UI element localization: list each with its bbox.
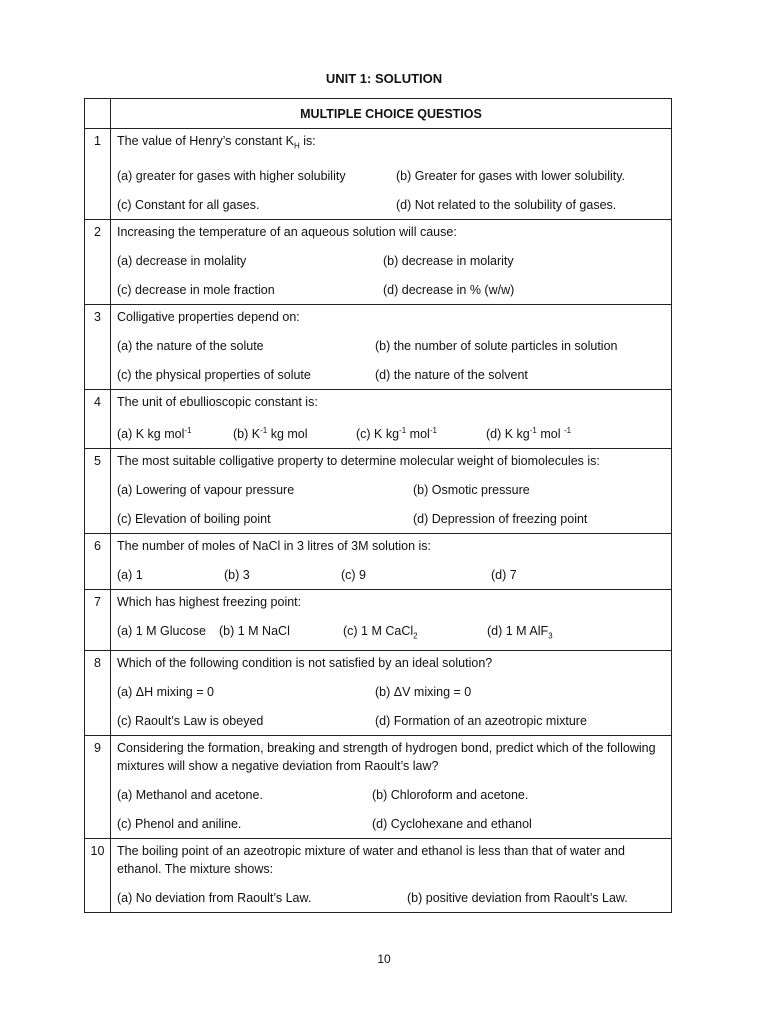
- options-row: [117, 683, 665, 701]
- question-content: [111, 129, 672, 220]
- question-text: Which of the following condition is not satisfied by an ideal solution?: [117, 656, 493, 671]
- options-row: [117, 566, 665, 584]
- option: (c) K $kg^{-1}$ mol$^{-1}$: [356, 425, 437, 441]
- option: (c) Raoult’s Law is obeyed: [117, 714, 264, 729]
- option: (c) the physical properties of solute: [117, 367, 311, 382]
- question-row: [85, 219, 672, 304]
- option: (b) Chloroform and acetone.: [372, 788, 529, 803]
- option: (b) Greater for gases with lower solubility.: [396, 168, 626, 183]
- table-header: MULTIPLE CHOICE QUESTIOS: [111, 99, 672, 129]
- option: (d) Cyclohexane and ethanol: [372, 817, 532, 832]
- question-content: [111, 651, 672, 736]
- option: (c) 9: [341, 567, 366, 582]
- options-row: [117, 815, 665, 833]
- option: (a) 1: [117, 567, 143, 582]
- question-content: [111, 839, 672, 913]
- question-text: The value of Henry’s constant $K_H$ is:: [117, 134, 316, 151]
- question-number: 10: [85, 839, 111, 913]
- option: (b) positive deviation from Raoult’s Law.: [407, 891, 628, 906]
- question-content: [111, 389, 672, 448]
- question-content: [111, 589, 672, 651]
- option: (b) ΔV mixing = 0: [375, 685, 472, 700]
- question-content: [111, 448, 672, 533]
- question-number: 2: [85, 219, 111, 304]
- option: (c) Elevation of boiling point: [117, 511, 271, 526]
- question-number: 1: [85, 129, 111, 220]
- question-number: 5: [85, 448, 111, 533]
- unit-title: UNIT 1: SOLUTION: [325, 71, 443, 86]
- options-row: [117, 422, 665, 443]
- question-row: [85, 839, 672, 913]
- option: (d) decrease in % (w/w): [383, 282, 515, 297]
- option: (b) $K^{-1}$ kg mol: [233, 425, 308, 441]
- option: (b) 3: [224, 567, 250, 582]
- question-number: 3: [85, 304, 111, 389]
- option: (a) greater for gases with higher solubility: [117, 168, 346, 183]
- question-number: 6: [85, 533, 111, 589]
- options-row: [117, 786, 665, 804]
- question-number: 4: [85, 389, 111, 448]
- question-row: [85, 533, 672, 589]
- option: (d) the nature of the solvent: [375, 367, 528, 382]
- options-row: [117, 481, 665, 499]
- question-text: Considering the formation, breaking and strength of hydrogen bond, predict which of the following mixtures will show a negative deviation from Raoult’s law?: [117, 741, 656, 774]
- question-row: [85, 736, 672, 839]
- option: (a) decrease in molality: [117, 253, 247, 268]
- option: (a) K kg mol$^{-1}$: [117, 425, 192, 441]
- option: (c) decrease in mole fraction: [117, 282, 275, 297]
- options-row: [117, 167, 665, 185]
- option: (a) Methanol and acetone.: [117, 788, 263, 803]
- option: (a) 1 M Glucose: [117, 623, 206, 638]
- question-row: [85, 304, 672, 389]
- question-row: [85, 589, 672, 651]
- option: (d) Not related to the solubility of gases.: [396, 197, 617, 212]
- header-number-cell: [85, 99, 111, 129]
- question-number: 7: [85, 589, 111, 651]
- question-content: [111, 736, 672, 839]
- question-text: The unit of ebullioscopic constant is:: [117, 394, 318, 409]
- question-content: [111, 533, 672, 589]
- option: (a) the nature of the solute: [117, 338, 264, 353]
- option: (b) Osmotic pressure: [413, 482, 530, 497]
- page-number: 10: [377, 952, 391, 966]
- option: (d) Formation of an azeotropic mixture: [375, 714, 587, 729]
- question-number: 8: [85, 651, 111, 736]
- options-row: [117, 252, 665, 270]
- question-text: Which has highest freezing point:: [117, 594, 302, 609]
- option: (d) 1 M AlF$_3$: [487, 623, 553, 641]
- question-text: The boiling point of an azeotropic mixture of water and ethanol is less than that of water and ethanol. The mixture shows:: [117, 844, 625, 877]
- question-row: [85, 651, 672, 736]
- option: (d) Depression of freezing point: [413, 511, 588, 526]
- question-text: The most suitable colligative property to determine molecular weight of biomolecules is:: [117, 453, 600, 468]
- option: (d) 7: [491, 567, 517, 582]
- option: (d) K $kg^{-1}$ mol $^{-1}$: [486, 425, 572, 441]
- question-content: [111, 219, 672, 304]
- options-row: [117, 510, 665, 528]
- question-number: 9: [85, 736, 111, 839]
- options-row: [117, 889, 665, 907]
- option: (b) decrease in molarity: [383, 253, 514, 268]
- option: (c) 1 M CaCl$_2$: [343, 623, 418, 641]
- options-row: [117, 281, 665, 299]
- mcq-table: [84, 98, 672, 913]
- options-row: [117, 337, 665, 355]
- question-text: Colligative properties depend on:: [117, 309, 300, 324]
- options-row: [117, 712, 665, 730]
- options-row: [117, 196, 665, 214]
- option: (a) No deviation from Raoult’s Law.: [117, 891, 312, 906]
- option: (b) the number of solute particles in solution: [375, 338, 618, 353]
- question-text: The number of moles of NaCl in 3 litres of 3M solution is:: [117, 538, 432, 553]
- options-row: [117, 366, 665, 384]
- question-text: Increasing the temperature of an aqueous solution will cause:: [117, 224, 457, 239]
- table-header-row: [85, 99, 672, 129]
- question-row: [85, 448, 672, 533]
- option: (c) Constant for all gases.: [117, 197, 260, 212]
- option: (b) 1 M NaCl: [219, 623, 290, 638]
- options-row: [117, 622, 665, 646]
- question-row: [85, 389, 672, 448]
- question-row: [85, 129, 672, 220]
- question-content: [111, 304, 672, 389]
- option: (a) ΔH mixing = 0: [117, 685, 214, 700]
- option: (a) Lowering of vapour pressure: [117, 482, 295, 497]
- option: (c) Phenol and aniline.: [117, 817, 242, 832]
- mcq-table-body: [85, 99, 672, 913]
